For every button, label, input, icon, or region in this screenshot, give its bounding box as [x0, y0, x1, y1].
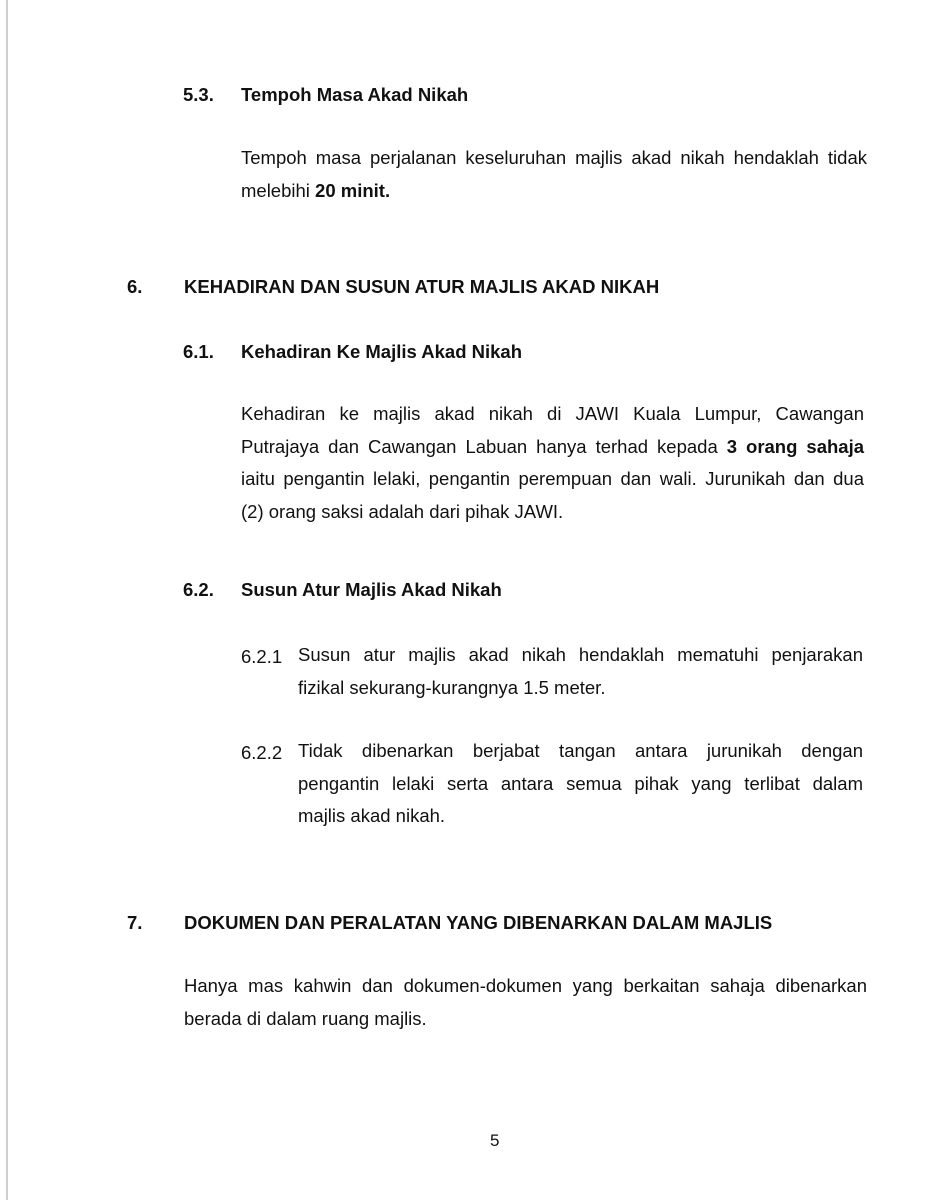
item-6-2-1-number: 6.2.1 [241, 646, 283, 667]
item-6-2-1-line-2: fizikal sekurang-kurangnya 1.5 meter. [298, 676, 606, 698]
section-5-3-paragraph [241, 142, 867, 207]
page-number: 5 [490, 1131, 500, 1150]
item-6-2-1-paragraph [298, 639, 863, 704]
section-5-3-line-2-text: melebihi [241, 179, 316, 201]
section-6-1-line-2 [241, 431, 864, 464]
section-7-title: DOKUMEN DAN PERALATAN YANG DIBENARKAN DALAM MAJLIS [184, 912, 773, 933]
section-6-2-number: 6.2. [183, 579, 214, 600]
section-6-number: 6. [127, 276, 143, 297]
section-6-1-title: Kehadiran Ke Majlis Akad Nikah [241, 341, 523, 362]
section-6-1-attendance-limit: 3 orang sahaja [726, 435, 864, 457]
section-6-1-number: 6.1. [183, 341, 214, 362]
section-7-line-2: berada di dalam ruang majlis. [184, 1007, 427, 1029]
item-6-2-2-line-1: Tidak dibenarkan berjabat tangan antara jurunikah dengan [298, 740, 863, 761]
section-5-3-title: Tempoh Masa Akad Nikah [241, 84, 469, 105]
section-6-1-line-3: iaitu pengantin lelaki, pengantin perempuan dan wali. Jurunikah dan dua [241, 468, 864, 490]
section-5-3-line-1: Tempoh masa perjalanan keseluruhan majlis akad nikah hendaklah tidak [241, 147, 867, 168]
section-6-1-paragraph [241, 398, 864, 529]
item-6-2-1-line-1: Susun atur majlis akad nikah hendaklah mematuhi penjarakan [298, 644, 863, 665]
section-6-1-line-4: (2) orang saksi adalah dari pihak JAWI. [241, 501, 564, 523]
section-5-3-number: 5.3. [183, 84, 214, 105]
section-6-1-line-2-text: Putrajaya dan Cawangan Labuan hanya terhad kepada [241, 435, 727, 457]
section-6-2-title: Susun Atur Majlis Akad Nikah [241, 579, 502, 600]
item-6-2-2-paragraph [298, 735, 863, 833]
section-7-number: 7. [127, 912, 143, 933]
section-6-1-line-1: Kehadiran ke majlis akad nikah di JAWI Kuala Lumpur, Cawangan [241, 403, 864, 424]
item-6-2-2-number: 6.2.2 [241, 742, 283, 763]
section-5-3-line-2 [241, 175, 867, 208]
section-6-title: KEHADIRAN DAN SUSUN ATUR MAJLIS AKAD NIKAH [184, 276, 660, 297]
item-6-2-2-line-2: pengantin lelaki serta antara semua pihak yang terlibat dalam [298, 772, 863, 794]
page-edge [6, 0, 8, 1200]
section-7-paragraph [184, 970, 867, 1035]
section-5-3-duration: 20 minit. [315, 179, 391, 201]
item-6-2-2-line-3: majlis akad nikah. [298, 805, 446, 827]
section-7-line-1: Hanya mas kahwin dan dokumen-dokumen yang berkaitan sahaja dibenarkan [184, 975, 867, 996]
